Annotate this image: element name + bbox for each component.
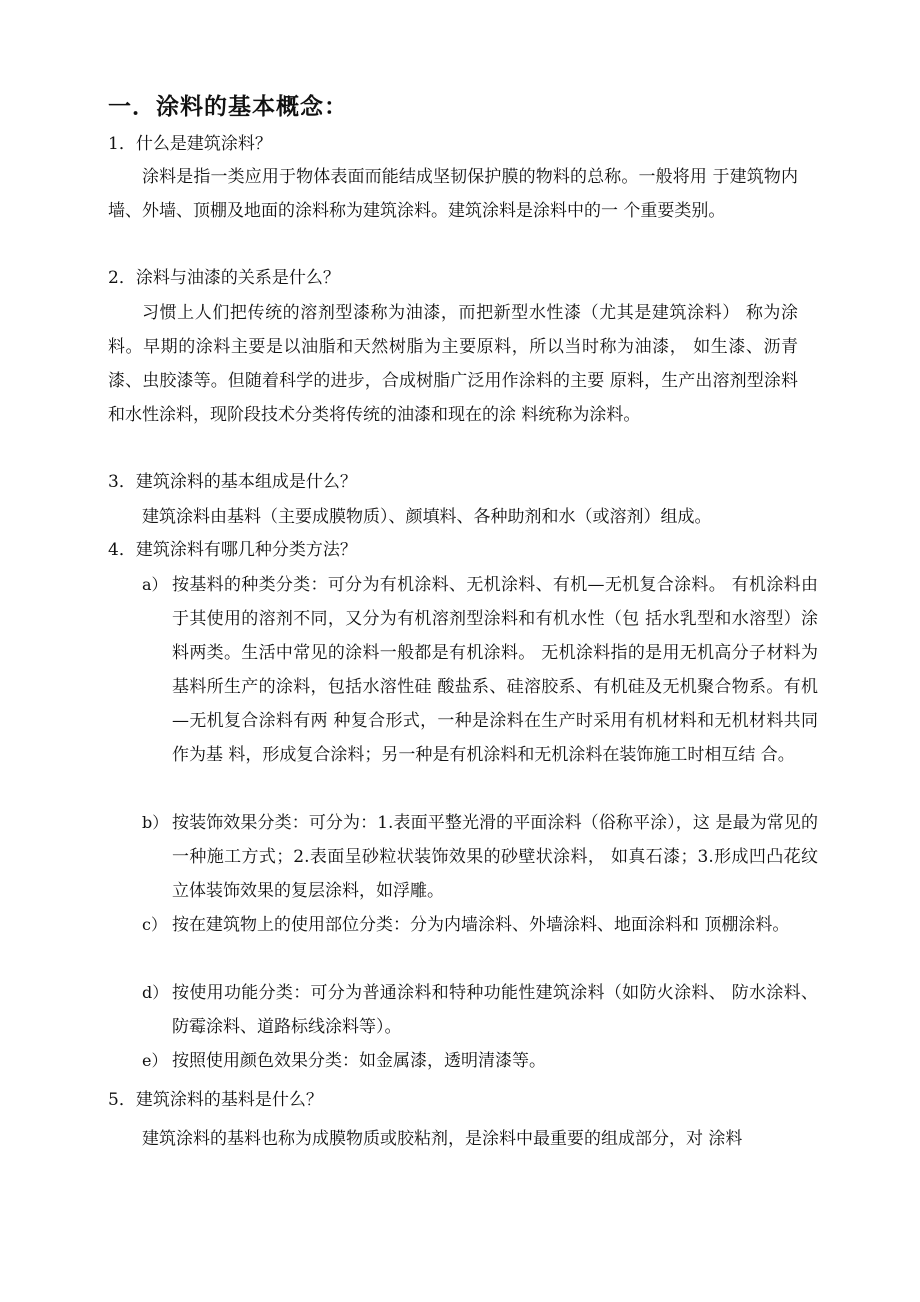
section-title: 一．涂料的基本概念：	[108, 94, 348, 120]
question-1: 1．什么是建筑涂料？	[108, 134, 272, 154]
list-item-label: b）	[142, 813, 169, 832]
question-5: 5．建筑涂料的基料是什么？	[108, 1090, 323, 1110]
list-item-text: 按照使用颜色效果分类：如金属漆，透明清漆等。	[172, 1051, 546, 1071]
question-3: 3．建筑涂料的基本组成是什么？	[108, 472, 357, 492]
list-item-label: c）	[142, 915, 167, 934]
answer-1: 涂料是指一类应用于物体表面而能结成坚韧保护膜的物料的总称。一般将用 于建筑物内墙、外墙、顶棚及地面的涂料称为建筑涂料。建筑涂料是涂料中的一 个重要类别。	[108, 167, 798, 221]
answer-3: 建筑涂料由基料（主要成膜物质）、颜填料、各种助剂和水（或溶剂）组成。	[142, 507, 712, 527]
answer-2: 习惯上人们把传统的溶剂型漆称为油漆，而把新型水性漆（尤其是建筑涂料） 称为涂料。早期的涂料主要是以油脂和天然树脂为主要原料，所以当时称为油漆， 如生漆、沥青漆、虫胶漆等。但随着科学的进步，合成树脂广泛用作涂料的主要 原料，生产出溶剂型涂料和水性涂料，现阶段技术分类将传统的油漆和现在的涂 料统称为涂料。	[108, 303, 798, 425]
list-item-text: 按在建筑物上的使用部位分类：分为内墙涂料、外墙涂料、地面涂料和 顶棚涂料。	[172, 915, 790, 935]
list-item-e	[142, 1044, 818, 1078]
list-item-label: d）	[142, 983, 169, 1002]
list-item-label: e）	[142, 1051, 168, 1070]
question-4: 4．建筑涂料有哪几种分类方法？	[108, 540, 357, 560]
list-item-text: 按使用功能分类：可分为普通涂料和特种功能性建筑涂料（如防火涂料、 防水涂料、防霉涂料、道路标线涂料等）。	[172, 983, 818, 1037]
answer-5: 建筑涂料的基料也称为成膜物质或胶粘剂，是涂料中最重要的组成部分，对 涂料	[142, 1129, 743, 1149]
list-item-d	[142, 976, 818, 1044]
list-item-b	[142, 806, 818, 908]
list-item-c	[142, 908, 818, 942]
list-item-label: a）	[142, 575, 168, 594]
list-item-a	[142, 568, 818, 772]
list-item-text: 按装饰效果分类：可分为：1.表面平整光滑的平面涂料（俗称平涂），这 是最为常见的一种施工方式；2.表面呈砂粒状装饰效果的砂壁状涂料， 如真石漆；3.形成凹凸花纹立体装饰效果的复层涂料，如浮雕。	[172, 813, 818, 901]
list-item-text: 按基料的种类分类：可分为有机涂料、无机涂料、有机—无机复合涂料。 有机涂料由于其使用的溶剂不同，又分为有机溶剂型涂料和有机水性（包 括水乳型和水溶型）涂料两类。生活中常见的涂料一般都是有机涂料。 无机涂料指的是用无机高分子材料为基料所生产的涂料，包括水溶性硅 酸盐系、硅溶胶系、有机硅及无机聚合物系。有机—无机复合涂料有两 种复合形式，一种是涂料在生产时采用有机材料和无机材料共同作为基 料，形成复合涂料；另一种是有机涂料和无机涂料在装饰施工时相互结 合。	[172, 575, 818, 765]
question-2: 2．涂料与油漆的关系是什么？	[108, 268, 340, 288]
